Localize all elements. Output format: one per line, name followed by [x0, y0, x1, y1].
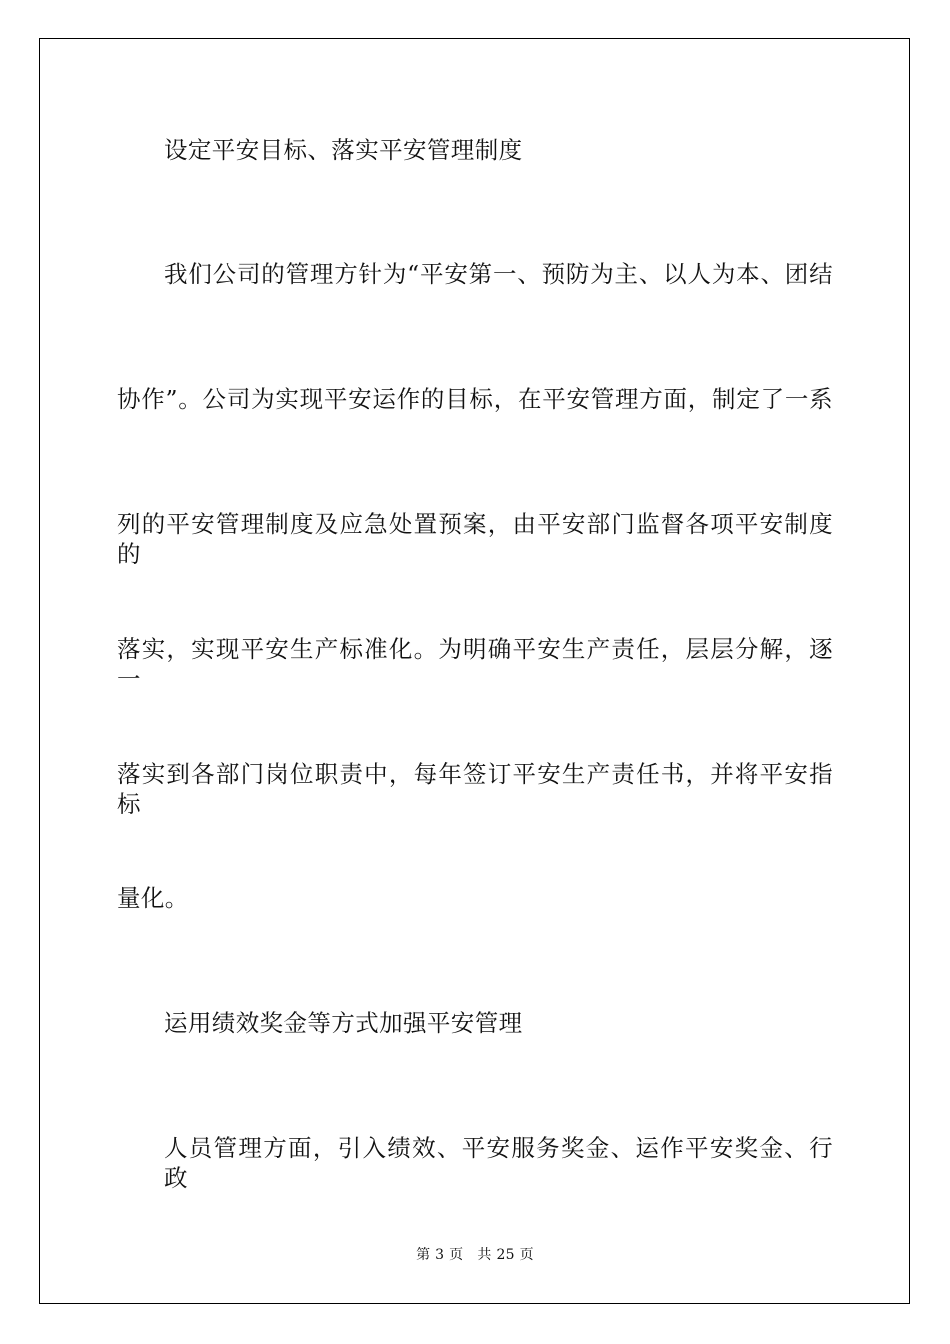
paragraph-line: 协作”。公司为实现平安运作的目标，在平安管理方面，制定了一系 [117, 385, 833, 413]
section-heading-1: 设定平安目标、落实平安管理制度 [164, 136, 523, 164]
paragraph-line: 我们公司的管理方针为“平安第一、预防为主、以人为本、团结 [164, 260, 833, 288]
page-frame [39, 38, 910, 1304]
paragraph-line: 人员管理方面，引入绩效、平安服务奖金、运作平安奖金、行政 [164, 1134, 833, 1192]
section-heading-2: 运用绩效奖金等方式加强平安管理 [164, 1009, 523, 1037]
page-total: 共 25 页 [477, 1247, 534, 1263]
page-footer [0, 1244, 950, 1264]
paragraph-line: 落实，实现平安生产标准化。为明确平安生产责任，层层分解，逐一 [117, 635, 833, 693]
page-number: 第 3 页 [416, 1247, 464, 1263]
paragraph-line: 列的平安管理制度及应急处置预案，由平安部门监督各项平安制度的 [117, 510, 833, 568]
paragraph-line: 量化。 [117, 884, 189, 912]
paragraph-line: 落实到各部门岗位职责中，每年签订平安生产责任书，并将平安指标 [117, 760, 833, 818]
